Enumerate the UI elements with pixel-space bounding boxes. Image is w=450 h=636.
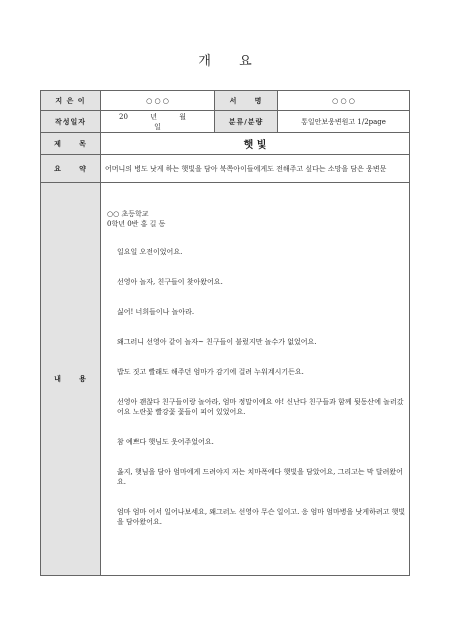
date-year: 20: [119, 112, 128, 121]
school-name: ○○ 초등학교: [107, 210, 149, 218]
paragraph: 엄마 엄마 어서 일어나보세요, 왜그러노 선영아 무슨 일이고. 응 엄마 엄마병을 낫게하려고 햇빛을 담아왔어요.: [117, 508, 406, 526]
paragraph: 선영아 괜찮다 친구들이랑 놀아라, 엄마 정말이에요 야! 신난다 친구들과 함께 뒷동산에 놀러갔어요 노란꽃 빨강꽃 꽃들이 피어 있었어요.: [117, 398, 404, 416]
summary-value: 어머니의 병도 낫게 하는 햇빛을 담아 북쪽아이들에게도 전해주고 싶다는 소망을 담은 웅변문: [101, 155, 410, 183]
author-label: 지 은 이: [41, 91, 101, 111]
date-year-unit: 년: [150, 112, 157, 121]
date-month-unit: 월: [179, 112, 186, 121]
name-label: 서 명: [215, 91, 278, 111]
date-day-unit: 일: [154, 122, 161, 131]
name-value: ○ ○ ○: [278, 91, 410, 111]
category-label: 분류/분량: [215, 111, 278, 133]
author-row: [41, 91, 410, 111]
category-value: 통일안보웅변원고 1/2page: [278, 111, 410, 133]
paragraph: 옳지, 햇님을 담아 엄마에게 드려야지 저는 치마폭에다 햇빛을 담았어요, 그리고는 막 달려왔어요.: [117, 468, 403, 486]
paragraph: 일요일 오전이었어요.: [117, 248, 183, 256]
author-value: ○ ○ ○: [101, 91, 215, 111]
overview-form: [40, 90, 410, 576]
page-title-char-1: 개: [198, 54, 211, 69]
summary-label: 요 약: [41, 155, 101, 183]
student-name: 0학년 0반 홍 길 동: [107, 220, 166, 228]
page-title: [0, 50, 450, 69]
page-title-char-2: 요: [239, 54, 252, 69]
date-label: 작성일자: [41, 111, 101, 133]
content-cell: [101, 183, 410, 576]
date-value: [101, 111, 215, 133]
summary-row: [41, 155, 410, 183]
date-row: [41, 111, 410, 133]
subject-row: [41, 133, 410, 155]
paragraph: 왜그러니 선영아 같이 놀자~ 친구들이 불렀지만 놀수가 없었어요.: [117, 338, 317, 346]
content-label: 내 용: [41, 183, 101, 576]
content-row: [41, 183, 410, 576]
subject-label: 제 목: [41, 133, 101, 155]
paragraph: 싫어! 너희들이나 놀아라.: [117, 308, 195, 316]
paragraph: 밥도 짓고 빨래도 해주던 엄마가 감기에 걸려 누워계시기든요.: [117, 368, 304, 376]
paragraph: 선영아 놀자, 친구들이 찾아왔어요.: [117, 278, 223, 286]
paragraph: 참 예쁘다 햇님도 웃어주었어요.: [117, 438, 214, 446]
subject-value: 햇 빛: [101, 133, 410, 155]
speech-body: [107, 209, 407, 527]
